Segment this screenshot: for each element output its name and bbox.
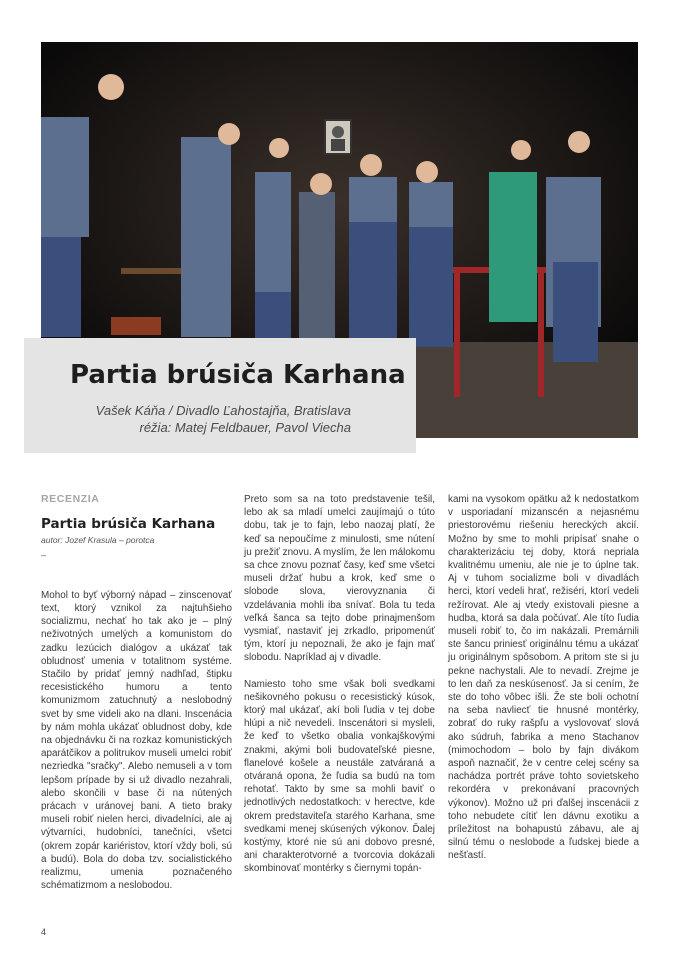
page-title: Partia brúsiča Karhana [70,360,406,390]
section-label: RECENZIA [41,493,100,505]
credits [96,402,351,436]
article-author: autor: Jozef Krasula – porotca [41,535,155,546]
credit-line-direction: réžia: Matej Feldbauer, Pavol Viecha [139,420,351,435]
article-column-1 [41,493,232,905]
paragraph: Mohol to byť výborný nápad – zinscenovať text, ktorý vznikol za najtuhšieho socializmu, nechať ho tak ako je – plný neživotných umelých a komunistom do zadku lezúcich dialógov a ukázať tak obludnosť umenia v totalitnom systéme. Stačilo by pridať jemný nadhľad, štipku recesistického humoru a tento komunizmom zatuchnutý a neslobodný svet by sme videli ako na dlani. Inscenácia by nám mohla ukázať obludnost doby, kde na objednávku či na rozkaz komunistických aparátčikov a politrukov museli umelci robiť nezriedka "sračky". Alebo nemuseli a v tom lepšom prípade by si už divadlo nezahrali, alebo skončili v base či na nútených prácach v uránovej bani. A tieto braky museli robiť nielen herci, divadelníci, ale aj výtvarníci, hudobníci, tanečníci, všetci (okrem zopár kariéristov, ktorí vždy boli, sú a budú). Bola do doba tzv. socialistického realizmu, umenia poznačeného schématizmom a neslobodou. [41,589,232,892]
article-column-2 [244,493,435,889]
article-column-3 [448,493,639,876]
author-dash: – [41,549,47,560]
credit-line-author: Vašek Káňa / Divadlo Ľahostajňa, Bratislava [95,403,351,418]
paragraph: Preto som sa na toto predstavenie tešil, lebo ak sa mladí umelci zaujímajú o túto dobu, tak je to fajn, lebo naozaj platí, že keď sa nepoučíme z minulosti, sme nútení ju prežiť znovu. A myslím, že len málokomu sa chce znovu poznať časy, keď sme všetci museli držať hubu a krok, keď sme o slobode slova, vierovyznania či vzdelávania mohli iba snívať. Bola tu teda veľká šanca sa tejto dobe prinajmenšom vysmiať, nastaviť jej zrkadlo, pripomenúť tým, ktorí ju nepoznali, že ako je fajn mať slobodu. Napríklad aj v divadle. [244,494,435,664]
page-number: 4 [41,927,47,937]
title-box [24,338,416,453]
article-title: Partia brúsiča Karhana [41,516,216,533]
paragraph: Namiesto toho sme však boli svedkami nešikovného pokusu o recesistický kúsok, ktorý mal ukázať, akí boli ľudia v tej dobe hlúpi a nič nevedeli. Inscenátori si mysleli, že keď to všetko obalia vonkajškovými znakmi, akými boli budovateľské piesne, flanelové košele a neustále zatváraná a otváraná opona, že ľudia sa budú na tom rehotať. Takto by sme sa mohli baviť o jednotlivých nedostatkoch: v herectve, kde okrem predstaviteľa starého Karhana, sme svedkami menej skúsených výkonov. Ďalej kostýmy, ktoré nie sú ani dobovo presné, ani charakterotvorné a tvorcovia dokázali skombinovať montérky s čiernymi topán- [244,678,435,875]
paragraph: kami na vysokom opätku až k nedostatkom v usporiadaní mizanscén a nejasnému priestorovému riešeniu hereckých akcií. Možno by sme to mohli pripísať snahe o charakterizáciu tej doby, ktorá nepriala kvalitnému umeniu, ale nie je to úplne tak. Aj v tuhom socializme boli v divadlách herci, ktorí vedeli hrať, režiséri, ktorí vedeli režírovat. Ale aj vtedy existovali piesne a hudba, ktorá sa dala počúvať. Ale títo ľudia museli robiť to, čo im nakázali. Premárnili ste šancu priniesť originálnu tému a ukázať ju originálnym spôsobom. A pritom ste si ju pekne nachystali. Ale to nevadí. Zrejme je to len daň za neskúsenosť. Ja si cením, že ste do toho vôbec išli. Že ste boli ochotní na seba navliecť tie hnusné montérky, zobrať do ruky rašpľu a vyslovovať slová ako súdruh, fabrika a meno Stachanov (mimochodom – bolo by fajn divákom aspoň naznačiť, že v centre celej scény sa nachádza portrét práve tohto sovietskeho rekordéra v prekonávaní pracovných výkonov). Možno už pri ďalšej inscenácii z toho nebudete cítiť len dávnu exotiku a príležitost na bohapustú zábavu, ale aj silnú tému o neslobode a ľudskej biede a nešťastí. [448,494,639,862]
